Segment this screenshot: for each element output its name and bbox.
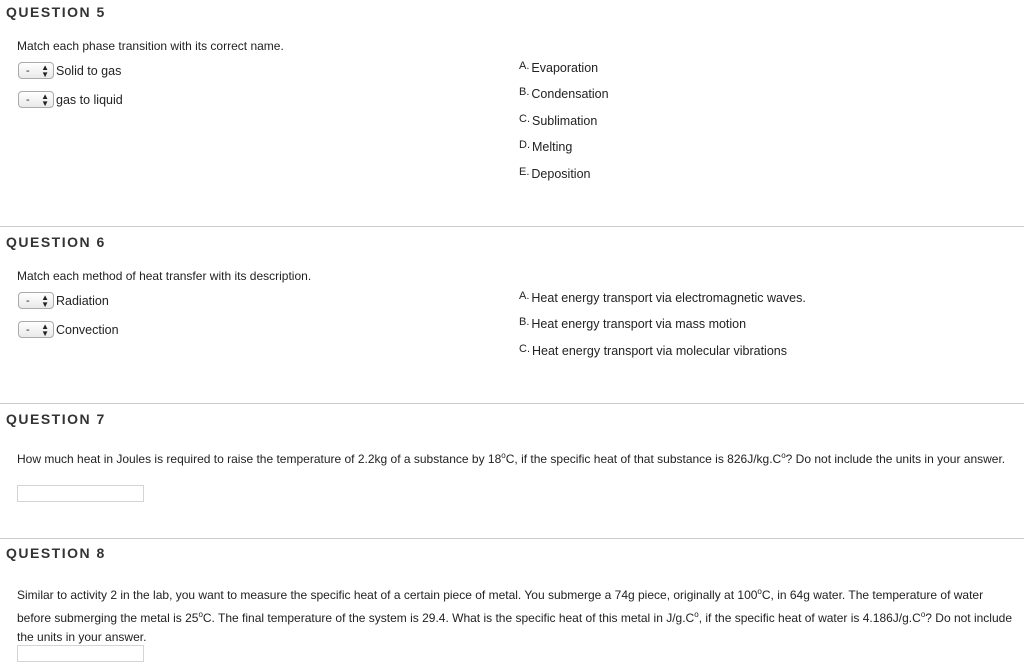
- choice-letter: C.: [519, 113, 530, 125]
- degree-superscript: o: [781, 451, 786, 460]
- q7-text-part: C, if the specific heat of that substance is 826J/kg.C: [505, 452, 782, 466]
- section-divider: [0, 538, 1024, 539]
- question-5-prompt: Match each phase transition with its correct name.: [17, 39, 284, 53]
- choice-letter: A.: [519, 290, 530, 302]
- section-divider: [0, 403, 1024, 404]
- choice-letter: E.: [519, 166, 530, 178]
- choice-letter: D.: [519, 139, 530, 151]
- select-value: -: [26, 294, 30, 307]
- q5-match-row-2: [18, 91, 123, 108]
- degree-superscript: o: [198, 610, 203, 619]
- question-8-text: [17, 582, 1017, 647]
- choice-text: Sublimation: [532, 114, 598, 128]
- q6-choice-b: [519, 316, 746, 331]
- question-6-prompt: Match each method of heat transfer with its description.: [17, 269, 312, 283]
- q5-answer-select-2[interactable]: [18, 91, 54, 108]
- q5-choice-b: [519, 86, 609, 101]
- question-5-header: QUESTION 5: [6, 4, 106, 20]
- choice-text: Melting: [532, 140, 573, 154]
- q8-text-part: , if the specific heat of water is 4.186J/g.C: [698, 611, 921, 625]
- q7-answer-input[interactable]: [17, 485, 144, 502]
- q5-choice-c: [519, 113, 597, 128]
- choice-text: Heat energy transport via mass motion: [531, 317, 747, 331]
- q6-item-label-2: Convection: [56, 322, 119, 337]
- choice-letter: B.: [519, 316, 530, 328]
- choice-text: Heat energy transport via electromagnetic waves.: [531, 291, 806, 305]
- select-arrows-icon: ▲ ▼: [41, 62, 49, 79]
- select-value: -: [26, 64, 30, 77]
- q6-choice-c: [519, 343, 787, 358]
- degree-superscript: o: [501, 451, 506, 460]
- choice-letter: C.: [519, 343, 530, 355]
- degree-superscript: o: [920, 610, 926, 619]
- degree-superscript: o: [757, 587, 762, 596]
- q8-answer-input[interactable]: [17, 645, 144, 662]
- q6-item-label-1: Radiation: [56, 293, 109, 308]
- degree-superscript: o: [694, 610, 699, 619]
- question-6-header: QUESTION 6: [6, 234, 106, 250]
- q5-choice-a: [519, 60, 598, 75]
- section-divider: [0, 226, 1024, 227]
- q7-text-part: ? Do not include the units in your answer.: [785, 452, 1006, 466]
- q5-item-label-1: Solid to gas: [56, 63, 122, 78]
- question-7-text: [17, 448, 1017, 467]
- q5-match-row-1: [18, 62, 121, 79]
- q5-item-label-2: gas to liquid: [56, 92, 123, 107]
- q6-choice-a: [519, 290, 806, 305]
- q6-match-row-1: [18, 292, 109, 309]
- choice-text: Deposition: [531, 167, 591, 181]
- q6-answer-select-2[interactable]: [18, 321, 54, 338]
- select-arrows-icon: ▲ ▼: [41, 91, 49, 108]
- choice-letter: A.: [519, 60, 530, 72]
- q5-choice-e: [519, 166, 590, 181]
- select-arrows-icon: ▲ ▼: [41, 292, 49, 309]
- q6-match-row-2: [18, 321, 119, 338]
- question-7-header: QUESTION 7: [6, 411, 106, 427]
- q8-text-part: ? Do not include the units in your answer.: [17, 611, 1012, 644]
- q8-text-part: C, in 64g water. The temperature of water before submerging the metal is 25: [17, 588, 984, 625]
- q6-answer-select-1[interactable]: [18, 292, 54, 309]
- choice-text: Condensation: [531, 87, 609, 101]
- select-value: -: [26, 93, 30, 106]
- select-arrows-icon: ▲ ▼: [41, 321, 49, 338]
- q5-choice-d: [519, 139, 572, 154]
- choice-text: Evaporation: [531, 61, 599, 75]
- choice-text: Heat energy transport via molecular vibrations: [532, 344, 787, 358]
- q7-text-part: How much heat in Joules is required to raise the temperature of 2.2kg of a substance by 18: [17, 452, 502, 466]
- q8-text-part: Similar to activity 2 in the lab, you want to measure the specific heat of a certain piece of metal. You submerge a 74g piece, originally at 100: [17, 588, 758, 602]
- q8-text-part: C. The final temperature of the system is 29.4. What is the specific heat of this metal in J/g.C: [202, 611, 695, 625]
- q5-answer-select-1[interactable]: [18, 62, 54, 79]
- question-8-header: QUESTION 8: [6, 545, 106, 561]
- choice-letter: B.: [519, 86, 530, 98]
- select-value: -: [26, 323, 30, 336]
